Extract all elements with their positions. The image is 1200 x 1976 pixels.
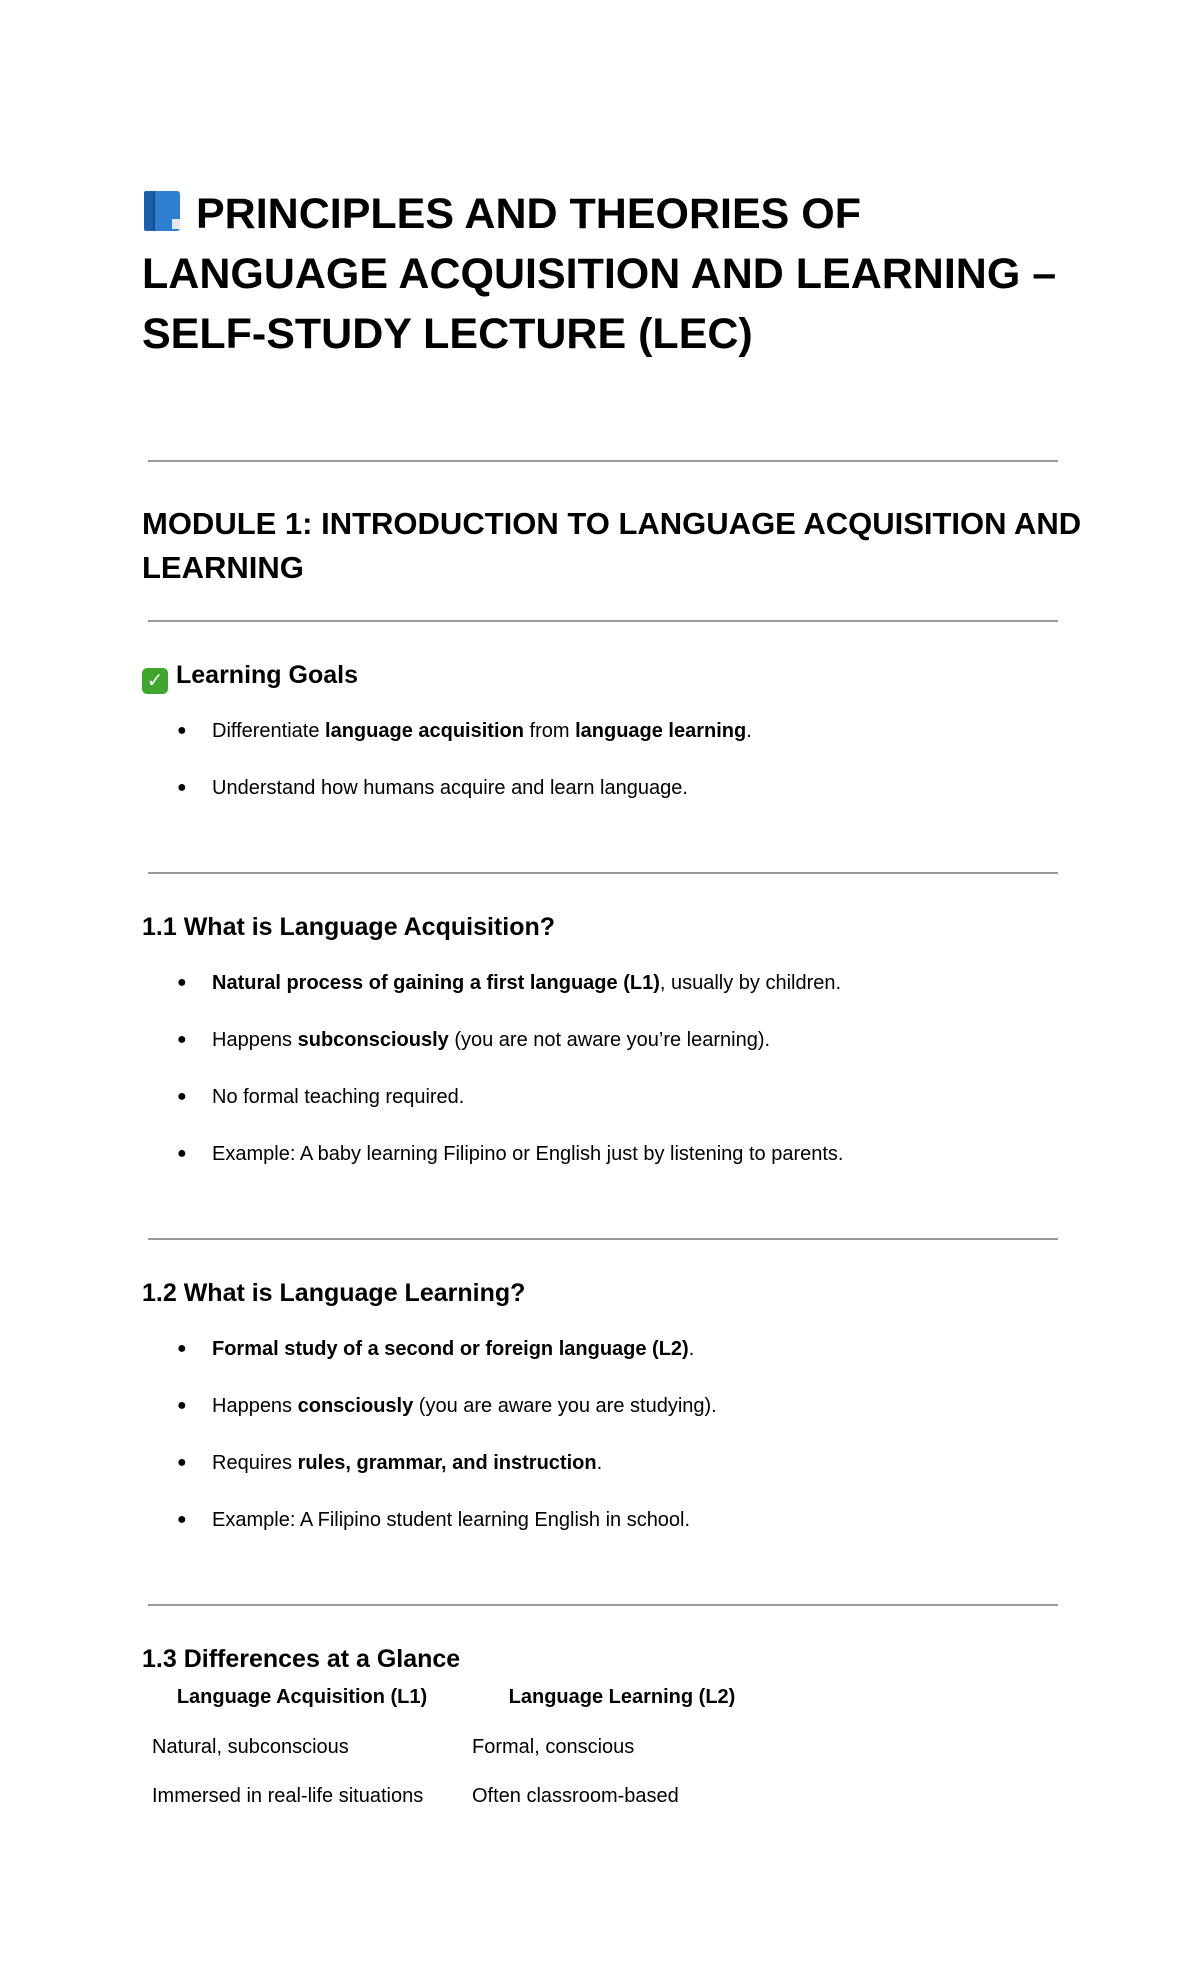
divider [148, 872, 1058, 874]
list-item [142, 970, 1102, 1027]
section-heading-1-3: 1.3 Differences at a Glance [142, 1645, 461, 1673]
list-item-bold: language learning [575, 720, 747, 742]
bullet-icon: ● [177, 1511, 187, 1528]
document-title [142, 184, 1082, 364]
list-item-text: . [746, 720, 752, 742]
list-item-text: . [688, 1338, 695, 1360]
bullet-icon: ● [177, 1340, 187, 1357]
table-row [142, 1783, 782, 1832]
list-item-bold: subconsciously [297, 1029, 449, 1051]
list-item [142, 775, 1102, 832]
table-header-row [142, 1684, 782, 1734]
divider [148, 1604, 1058, 1606]
list-item-text: Differentiate [212, 720, 326, 742]
table-cell: Natural, subconscious [152, 1736, 349, 1758]
divider [148, 620, 1058, 622]
bullet-icon: ● [177, 722, 187, 739]
list-item-text: Understand how humans acquire and learn language. [212, 777, 688, 799]
divider [148, 460, 1058, 462]
section-heading-1-2: 1.2 What is Language Learning? [142, 1279, 526, 1307]
table-row [142, 1734, 782, 1783]
document-title-text: PRINCIPLES AND THEORIES OF LANGUAGE ACQUISITION AND LEARNING – SELF-STUDY LECTURE (LEC) [142, 190, 1057, 358]
list-item [142, 1450, 1102, 1507]
table-header-cell: Language Learning (L2) [508, 1686, 736, 1708]
list-item-text: Requires [212, 1452, 298, 1474]
list-item-text: . [596, 1452, 603, 1474]
section-1-2-list [142, 1336, 1102, 1564]
table-header-cell: Language Acquisition (L1) [176, 1686, 428, 1708]
list-item-bold: language acquisition [325, 720, 524, 742]
list-item-text: , usually by children. [659, 972, 842, 994]
list-item-bold: Natural process of gaining a first language (L1) [212, 972, 660, 994]
list-item [142, 1336, 1102, 1393]
bullet-icon: ● [177, 1145, 187, 1162]
table-cell: Formal, conscious [472, 1736, 635, 1758]
table-cell: Immersed in real-life situations [152, 1785, 424, 1807]
module-title: MODULE 1: INTRODUCTION TO LANGUAGE ACQUISITION AND LEARNING [142, 506, 1082, 585]
learning-goals-heading [142, 659, 358, 694]
bullet-icon: ● [177, 1454, 187, 1471]
list-item-text: (you are aware you are studying). [413, 1395, 717, 1417]
list-item-text: Example: A baby learning Filipino or English just by listening to parents. [212, 1143, 844, 1165]
list-item [142, 1027, 1102, 1084]
list-item-text: No formal teaching required. [212, 1086, 465, 1108]
learning-goals-list [142, 718, 1102, 832]
list-item-bold: rules, grammar, and instruction [297, 1452, 597, 1474]
section-heading-1-1: 1.1 What is Language Acquisition? [142, 913, 556, 941]
list-item [142, 1084, 1102, 1141]
list-item [142, 718, 1102, 775]
list-item [142, 1141, 1102, 1198]
bullet-icon: ● [177, 1397, 187, 1414]
list-item-text: Example: A Filipino student learning English in school. [212, 1509, 691, 1531]
list-item [142, 1507, 1102, 1564]
list-item-text: (you are not aware you’re learning). [448, 1029, 771, 1051]
list-item-text: from [523, 720, 576, 742]
list-item [142, 1393, 1102, 1450]
list-item-text: Happens [212, 1395, 298, 1417]
bullet-icon: ● [177, 1031, 187, 1048]
book-icon [142, 189, 182, 233]
differences-table [142, 1684, 782, 1832]
bullet-icon: ● [177, 1088, 187, 1105]
list-item-text: Happens [212, 1029, 298, 1051]
table-cell: Often classroom-based [472, 1785, 679, 1807]
section-1-1-list [142, 970, 1102, 1198]
learning-goals-heading-text: Learning Goals [176, 661, 358, 689]
divider [148, 1238, 1058, 1240]
bullet-icon: ● [177, 779, 187, 796]
list-item-bold: consciously [297, 1395, 414, 1417]
list-item-bold: Formal study of a second or foreign language (L2) [212, 1338, 689, 1360]
check-mark-icon: ✓ [142, 668, 168, 694]
bullet-icon: ● [177, 974, 187, 991]
